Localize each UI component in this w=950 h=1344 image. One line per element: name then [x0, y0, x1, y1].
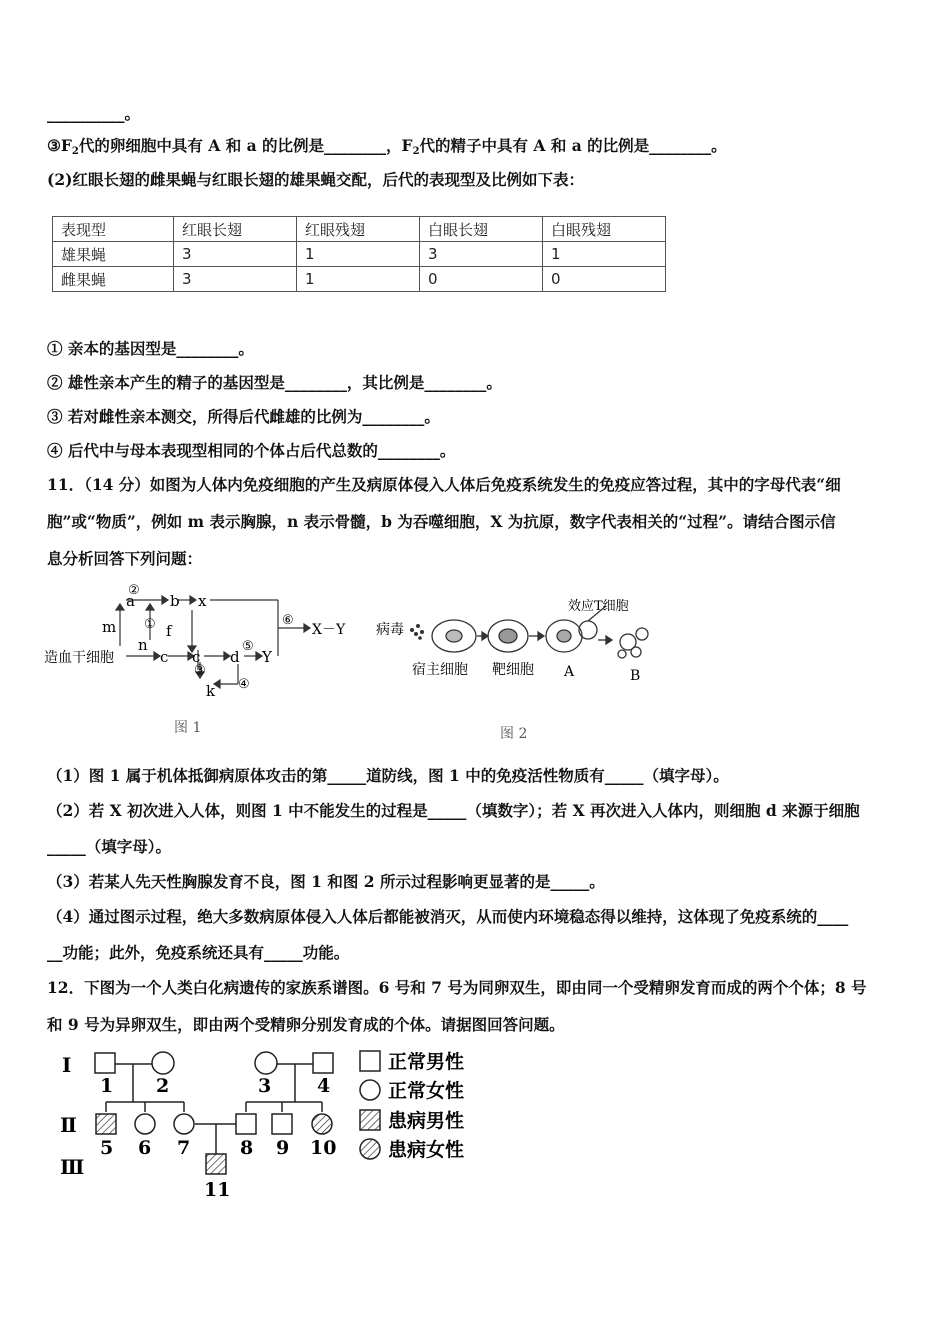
label-n: n: [138, 636, 148, 654]
table-row: [53, 267, 666, 292]
q11-question-3: （3）若某人先天性胸腺发育不良，图 1 和图 2 所示过程影响更显著的是_____。: [47, 872, 605, 891]
label-c2: c: [192, 648, 201, 666]
label-d: d: [230, 648, 240, 666]
generation-1: Ⅰ: [62, 1053, 72, 1077]
legend-normal-female: 正常女性: [388, 1080, 465, 1102]
table-cell: 3: [420, 242, 543, 267]
label-a: a: [126, 592, 135, 610]
label-c1: c: [160, 648, 169, 666]
label-p4: ④: [238, 677, 250, 692]
q12-intro-1: 12．下图为一个人类白化病遗传的家族系谱图。6 号和 7 号为同卵双生，即由同一个受精卵发育而成的两个个体；8 号: [47, 978, 867, 997]
label-effector: 效应T细胞: [568, 599, 629, 614]
table-header-cell: 红眼残翅: [297, 217, 420, 242]
q10-part2: (2)红眼长翅的雌果蝇与红眼长翅的雄果蝇交配，后代的表现型及比例如下表：: [47, 170, 584, 189]
label-y: Y: [262, 648, 272, 666]
label-p1: ①: [144, 617, 156, 632]
pedigree-number-2: 2: [156, 1075, 170, 1097]
figure-1-caption: 图 1: [174, 720, 202, 736]
table-header-cell: 红眼长翅: [174, 217, 297, 242]
blank-line: __________。: [47, 104, 141, 123]
q11-question-1: （1）图 1 属于机体抵御病原体攻击的第_____道防线，图 1 中的免疫活性物质有_____（填字母）。: [47, 766, 729, 785]
label-xy: X－Y: [312, 622, 346, 638]
label-a: A: [564, 664, 575, 680]
q10-sub2: ② 雄性亲本产生的精子的基因型是________，其比例是________。: [47, 373, 502, 392]
table-header-row: [53, 217, 666, 242]
label-f: f: [166, 622, 172, 640]
table-cell: 3: [174, 242, 297, 267]
table-header-cell: 白眼残翅: [543, 217, 666, 242]
label-hsc: 造血干细胞: [44, 650, 114, 666]
pedigree-number-5: 5: [100, 1137, 114, 1159]
table-header-cell: 白眼长翅: [420, 217, 543, 242]
q11-question-2-cont: _____（填字母）。: [47, 837, 172, 856]
table-cell: 1: [297, 267, 420, 292]
generation-3: Ⅲ: [60, 1155, 85, 1179]
label-p2: ②: [128, 583, 140, 598]
legend-affected-female: 患病女性: [388, 1139, 465, 1161]
label-p3: ③: [194, 663, 206, 678]
table-cell: 雌果蝇: [53, 267, 174, 292]
table-cell: 0: [543, 267, 666, 292]
table-cell: 1: [543, 242, 666, 267]
table-cell: 1: [297, 242, 420, 267]
q11-intro-2: 胞”或“物质”，例如 m 表示胸腺，n 表示骨髓，b 为吞噬细胞，X 为抗原，数字代表相关的“过程”。请结合图示信: [47, 512, 836, 531]
pedigree-number-1: 1: [100, 1075, 114, 1097]
q11-intro-3: 息分析回答下列问题：: [47, 549, 203, 568]
q11-question-4-cont: __功能；此外，免疫系统还具有_____功能。: [47, 943, 350, 962]
pedigree-number-8: 8: [240, 1137, 254, 1159]
table-cell: 3: [174, 267, 297, 292]
q10-sub3: ③ 若对雌性亲本测交，所得后代雌雄的比例为________。: [47, 407, 440, 426]
table-header-cell: 表现型: [53, 217, 174, 242]
figure-1-diagram: [40, 580, 350, 745]
pedigree-number-6: 6: [138, 1137, 152, 1159]
pedigree-number-7: 7: [177, 1137, 191, 1159]
label-x: x: [198, 592, 207, 610]
legend-normal-male: 正常男性: [388, 1051, 465, 1073]
label-p6: ⑥: [282, 613, 294, 628]
pedigree-chart: [50, 1044, 490, 1206]
pedigree-number-10: 10: [310, 1137, 337, 1159]
table-cell: 雄果蝇: [53, 242, 174, 267]
label-k: k: [206, 682, 216, 700]
label-host: 宿主细胞: [412, 662, 468, 678]
label-target: 靶细胞: [492, 662, 534, 678]
q10-sub4: ④ 后代中与母本表现型相同的个体占后代总数的________。: [47, 441, 456, 460]
phenotype-table: [52, 216, 666, 292]
q10-item3: $③F_2$代的卵细胞中具有 A 和 a 的比例是________，$F_2$代的精子中具有 A 和 a 的比例是________。: [47, 136, 727, 157]
q11-intro-1: 11．（14 分）如图为人体内免疫细胞的产生及病原体侵入人体后免疫系统发生的免疫应答过程，其中的字母代表“细: [47, 475, 841, 494]
figure-2-caption: 图 2: [500, 726, 528, 742]
pedigree-number-11: 11: [204, 1179, 231, 1201]
pedigree-number-9: 9: [276, 1137, 290, 1159]
q10-sub1: ① 亲本的基因型是________。: [47, 339, 254, 358]
q12-intro-2: 和 9 号为异卵双生，即由两个受精卵分别发育成的个体。请据图回答问题。: [47, 1015, 565, 1034]
label-b: B: [630, 668, 641, 684]
q11-question-4: （4）通过图示过程，绝大多数病原体侵入人体后都能被消灭，从而使内环境稳态得以维持，这体现了免疫系统的____: [47, 907, 849, 926]
legend-affected-male: 患病男性: [388, 1110, 465, 1132]
pedigree-number-4: 4: [317, 1075, 331, 1097]
generation-2: Ⅱ: [60, 1113, 77, 1137]
label-p5: ⑤: [242, 639, 254, 654]
label-b: b: [170, 592, 180, 610]
figure-2-diagram: [372, 592, 672, 752]
table-row: [53, 242, 666, 267]
q11-question-2: （2）若 X 初次进入人体，则图 1 中不能发生的过程是_____（填数字）；若 X 再次进入人体内，则细胞 d 来源于细胞: [47, 801, 860, 820]
label-virus: 病毒: [376, 622, 404, 638]
table-cell: 0: [420, 267, 543, 292]
label-m: m: [102, 618, 117, 636]
pedigree-number-3: 3: [258, 1075, 272, 1097]
